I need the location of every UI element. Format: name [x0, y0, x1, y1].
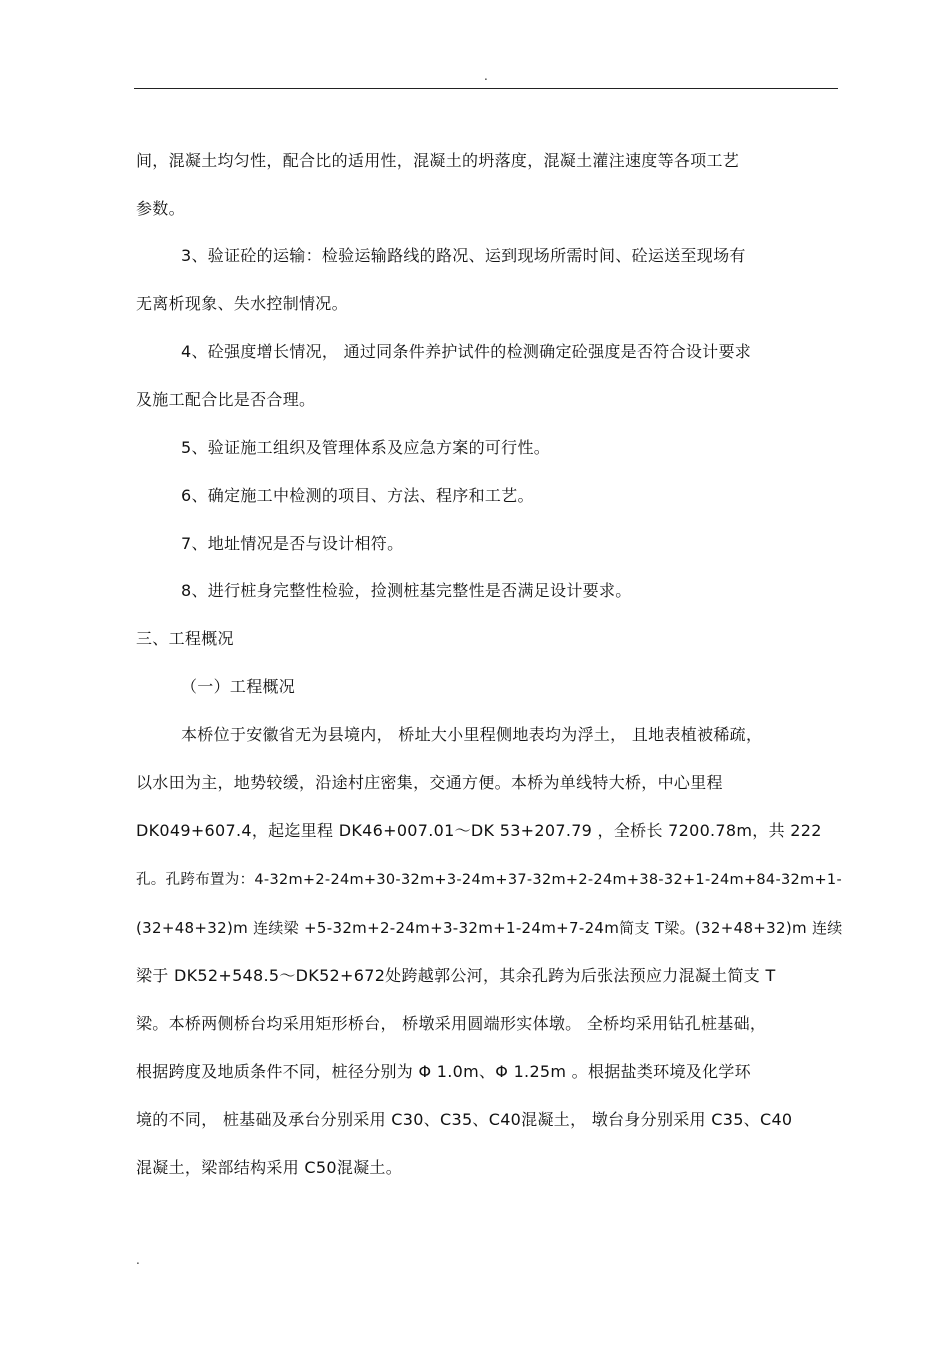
- text-line: 境的不同， 桩基础及承台分别采用 C30、C35、C40混凝土， 墩台身分别采用 C35、C40: [136, 1110, 793, 1129]
- text-line: 6、确定施工中检测的项目、方法、程序和工艺。: [181, 486, 534, 505]
- text-line: 本桥位于安徽省无为县境内， 桥址大小里程侧地表均为浮土， 且地表植被稀疏，: [181, 725, 763, 744]
- text-line: 根据跨度及地质条件不同，桩径分别为 Φ 1.0m、Φ 1.25m 。根据盐类环境及化学环: [136, 1062, 751, 1081]
- text-line: DK049+607.4，起迄里程 DK46+007.01～DK 53+207.79 ，全桥长 7200.78m，共 222: [136, 821, 822, 840]
- section-heading: 三、工程概况: [136, 629, 234, 648]
- text-line: 孔。孔跨布置为：4-32m+2-24m+30-32m+3-24m+37-32m+2-24m+38-32+1-24m+84-32m+1-: [136, 872, 842, 888]
- header-rule: [134, 88, 838, 89]
- text-line: 混凝土，梁部结构采用 C50混凝土。: [136, 1158, 403, 1177]
- text-line: 以水田为主，地势较缓，沿途村庄密集，交通方便。本桥为单线特大桥，中心里程: [136, 773, 723, 792]
- text-line: 梁于 DK52+548.5～DK52+672处跨越郭公河，其余孔跨为后张法预应力混凝土简支 T: [136, 966, 776, 985]
- text-line: 参数。: [136, 199, 185, 218]
- text-line: 8、进行桩身完整性检验，捡测桩基完整性是否满足设计要求。: [181, 581, 632, 600]
- subsection-heading: （一）工程概况: [181, 677, 296, 696]
- text-line: 间，混凝土均匀性，配合比的适用性，混凝土的坍落度，混凝土灌注速度等各项工艺: [136, 151, 740, 170]
- text-line: 无离析现象、失水控制情况。: [136, 294, 348, 313]
- text-line: 及施工配合比是否合理。: [136, 390, 316, 409]
- text-line: 7、地址情况是否与设计相符。: [181, 534, 404, 553]
- text-line: 梁。本桥两侧桥台均采用矩形桥台， 桥墩采用圆端形实体墩。 全桥均采用钻孔桩基础，: [136, 1014, 767, 1033]
- footer-mark: .: [136, 1253, 140, 1267]
- text-line: 3、验证砼的运输：检验运输路线的路况、运到现场所需时间、砼运送至现场有: [181, 246, 746, 265]
- text-line: 5、验证施工组织及管理体系及应急方案的可行性。: [181, 438, 551, 457]
- header-mark: .: [484, 69, 488, 83]
- text-line: 4、砼强度增长情况， 通过同条件养护试件的检测确定砼强度是否符合设计要求: [181, 342, 752, 361]
- text-line: (32+48+32)m 连续梁 +5-32m+2-24m+3-32m+1-24m+7-24m简支 T梁。(32+48+32)m 连续: [136, 919, 843, 937]
